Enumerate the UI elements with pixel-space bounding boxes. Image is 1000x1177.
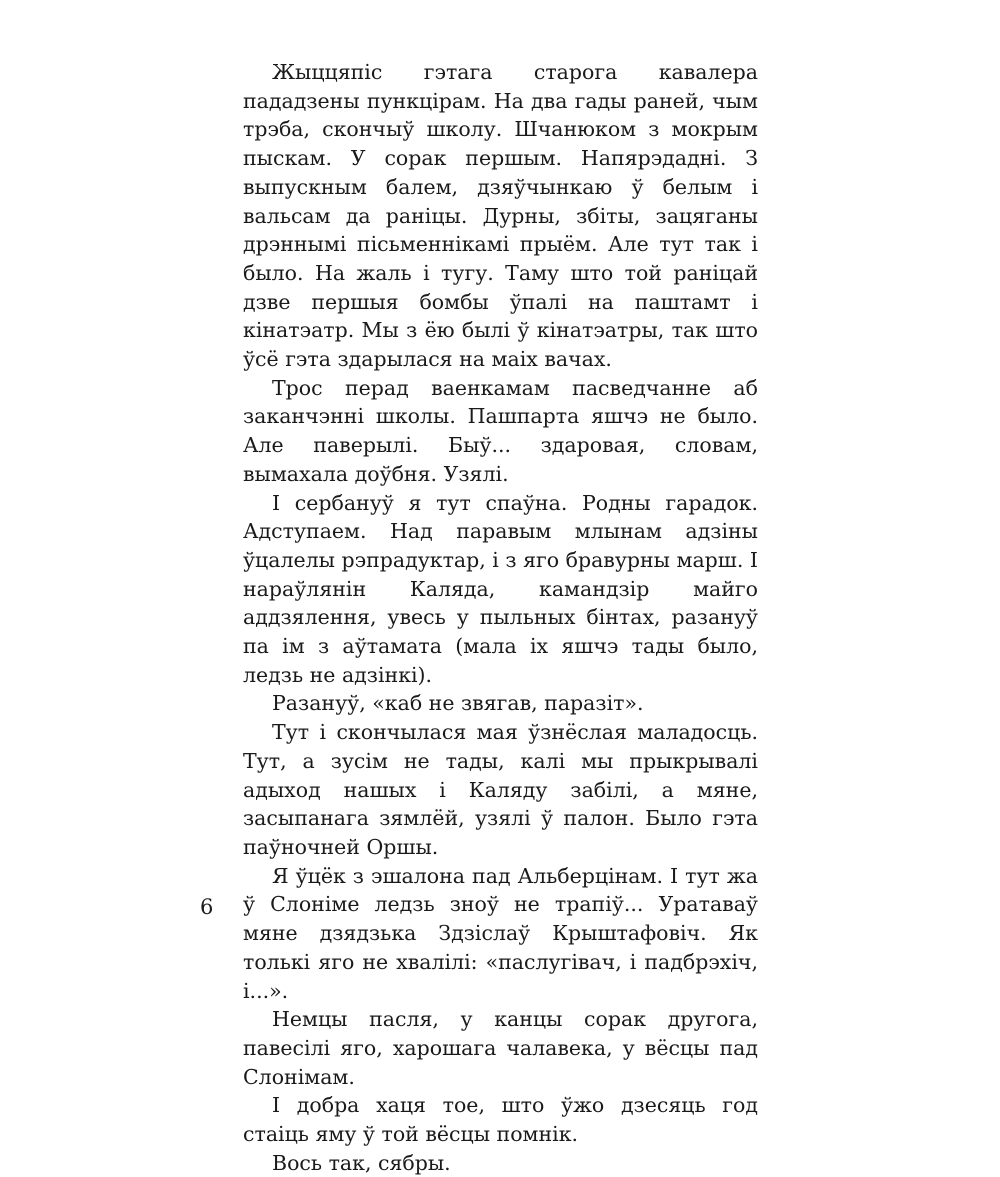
paragraph: Жыццяпіс гэтага старога кавалера пададзены пункцірам. На два гады раней, чым трэба, скончыў школу. Шчанюком з мокрым пыскам. У сорак першым. Напярэдадні. З выпускным балем, дзяўчынкаю ў белым і вальсам да раніцы. Дурны, збіты, зацяганы дрэннымі пісьменнікамі прыём. Але тут так і было. На жаль і тугу. Таму што той раніцай дзве першыя бомбы ўпалі на паштамт і кінатэатр. Мы з ёю былі ў кінатэатры, так што ўсё гэта здарылася на маіх вачах.	[243, 60, 758, 372]
paragraph: Тут і скончылася мая ўзнёслая маладосць. Тут, а зусім не тады, калі мы прыкрывалі адыход нашых і Каляду забілі, а мяне, засыпанага зямлёй, узялі ў палон. Было гэта паўночней Оршы.	[243, 720, 758, 859]
paragraph: Я ўцёк з эшалона пад Альберцінам. І тут жа ў Слоніме ледзь зноў не трапіў... Уратаваў мяне дзядзька Здзіслаў Крыштафовіч. Як толькі яго не хвалілі: «паслугівач, і падбрэхіч, і...».	[243, 863, 758, 1003]
paragraph: Вось так, сябры.	[272, 1150, 451, 1175]
paragraph: І сербануў я тут спаўна. Родны гарадок. Адступаем. Над паравым млынам адзіны ўцалелы рэпрадуктар, і з яго бравурны марш. І нараўлянін Каляда, камандзір майго аддзялення, увесь у пыльных бінтах, разануў па ім з аўтамата (мала іх яшчэ тады было, ледзь не адзінкі).	[243, 490, 758, 687]
paragraph: І добра хаця тое, што ўжо дзесяць год стаіць яму ў той вёсцы помнік.	[243, 1093, 758, 1147]
body-text	[243, 58, 758, 1177]
paragraph: Трос перад ваенкамам пасведчанне аб заканчэнні школы. Пашпарта яшчэ не было. Але паверылі. Быў... здаровая, словам, вымахала доўбня. Узялі.	[243, 375, 758, 486]
paragraph: Немцы пасля, у канцы сорак другога, павесілі яго, харошага чалавека, у вёсцы пад Слонімам.	[243, 1007, 758, 1089]
paragraph: Разануў, «каб не звягав, паразіт».	[272, 691, 644, 716]
page-number: 6	[200, 895, 214, 919]
